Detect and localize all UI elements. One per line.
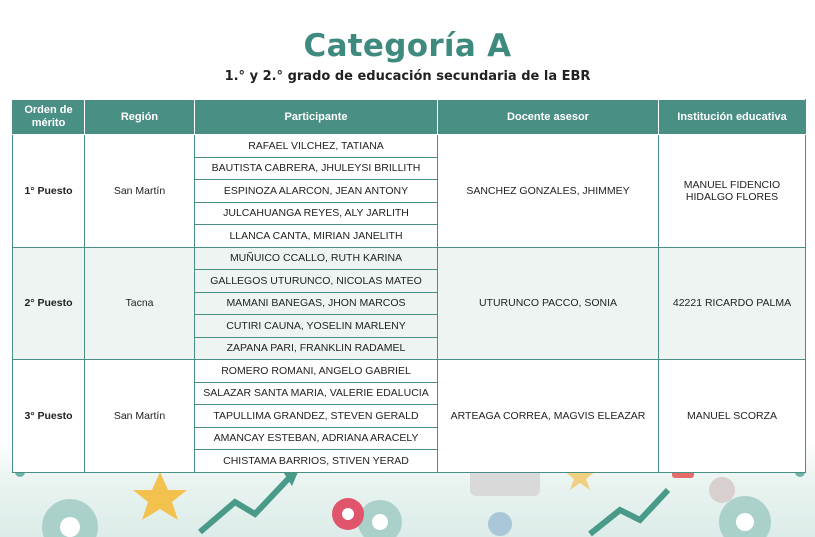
header-institucion: Institución educativa bbox=[659, 100, 806, 135]
table-row bbox=[13, 135, 806, 158]
gear-icon bbox=[709, 477, 735, 503]
region-cell: San Martín bbox=[85, 360, 195, 473]
group-second-place bbox=[13, 247, 806, 360]
institution-cell: MANUEL SCORZA bbox=[659, 360, 806, 473]
participant-cell: MUÑUICO CCALLO, RUTH KARINA bbox=[195, 247, 438, 270]
participant-cell: TAPULLIMA GRANDEZ, STEVEN GERALD bbox=[195, 405, 438, 428]
header-docente: Docente asesor bbox=[438, 100, 659, 135]
header-region: Región bbox=[85, 100, 195, 135]
advisor-cell: SANCHEZ GONZALES, JHIMMEY bbox=[438, 135, 659, 248]
institution-cell: 42221 RICARDO PALMA bbox=[659, 247, 806, 360]
rank-cell: 2° Puesto bbox=[13, 247, 85, 360]
page-subtitle: 1.° y 2.° grado de educación secundaria de la EBR bbox=[224, 69, 591, 84]
table-header-row bbox=[13, 100, 806, 135]
advisor-cell: UTURUNCO PACCO, SONIA bbox=[438, 247, 659, 360]
institution-cell: MANUEL FIDENCIO HIDALGO FLORES bbox=[659, 135, 806, 248]
participant-cell: ESPINOZA ALARCON, JEAN ANTONY bbox=[195, 180, 438, 203]
advisor-cell: ARTEAGA CORREA, MAGVIS ELEAZAR bbox=[438, 360, 659, 473]
results-table bbox=[12, 99, 806, 473]
rank-cell: 3° Puesto bbox=[13, 360, 85, 473]
participant-cell: JULCAHUANGA REYES, ALY JARLITH bbox=[195, 202, 438, 225]
page-title: Categoría A bbox=[303, 28, 512, 64]
participant-cell: ROMERO ROMANI, ANGELO GABRIEL bbox=[195, 360, 438, 383]
brain-icon bbox=[488, 512, 512, 536]
participant-cell: CUTIRI CAUNA, YOSELIN MARLENY bbox=[195, 315, 438, 338]
participant-cell: SALAZAR SANTA MARIA, VALERIE EDALUCIA bbox=[195, 382, 438, 405]
arrow-up-icon bbox=[590, 490, 668, 534]
star-icon bbox=[133, 472, 187, 520]
arrow-up-icon bbox=[200, 477, 290, 532]
header-orden: Orden de mérito bbox=[13, 100, 85, 135]
participant-cell: ZAPANA PARI, FRANKLIN RADAMEL bbox=[195, 337, 438, 360]
participant-cell: RAFAEL VILCHEZ, TATIANA bbox=[195, 135, 438, 158]
participant-cell: BAUTISTA CABRERA, JHULEYSI BRILLITH bbox=[195, 157, 438, 180]
participant-cell: MAMANI BANEGAS, JHON MARCOS bbox=[195, 292, 438, 315]
table-row bbox=[13, 360, 806, 383]
group-first-place bbox=[13, 135, 806, 248]
region-cell: San Martín bbox=[85, 135, 195, 248]
participant-cell: CHISTAMA BARRIOS, STIVEN YERAD bbox=[195, 450, 438, 473]
table-row bbox=[13, 247, 806, 270]
participant-cell: AMANCAY ESTEBAN, ADRIANA ARACELY bbox=[195, 427, 438, 450]
header-participante: Participante bbox=[195, 100, 438, 135]
rank-cell: 1° Puesto bbox=[13, 135, 85, 248]
participant-cell: LLANCA CANTA, MIRIAN JANELITH bbox=[195, 225, 438, 248]
region-cell: Tacna bbox=[85, 247, 195, 360]
group-third-place bbox=[13, 360, 806, 473]
participant-cell: GALLEGOS UTURUNCO, NICOLAS MATEO bbox=[195, 270, 438, 293]
